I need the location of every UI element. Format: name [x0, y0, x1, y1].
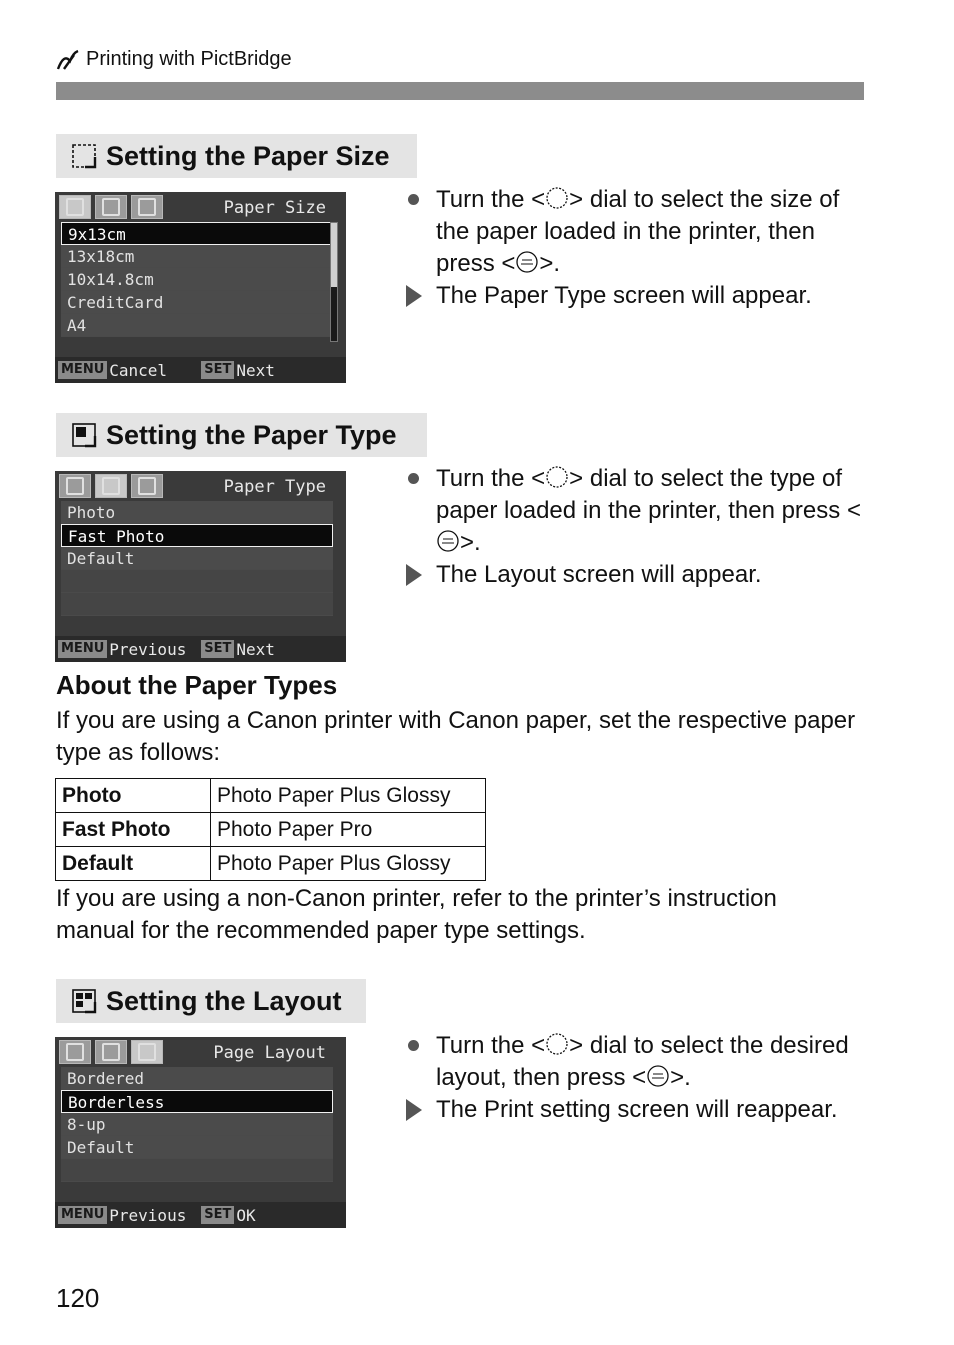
lcd-tab-paper-size — [59, 474, 91, 498]
step-bullet — [404, 184, 874, 280]
paper-size-icon — [70, 142, 100, 170]
step-text: > dial to select the type of paper loaded in the printer, then press < — [436, 465, 861, 524]
table-cell-type: Photo — [56, 779, 211, 813]
lcd-menu — [61, 1067, 333, 1182]
paper-type-icon — [70, 421, 100, 449]
lcd-title: Paper Size — [223, 198, 326, 218]
dial-icon — [545, 1032, 569, 1056]
step-text: >. — [460, 529, 481, 556]
paper-icon — [102, 477, 120, 495]
bullet-icon — [408, 194, 419, 205]
lcd-tabs — [59, 195, 163, 219]
paper-icon — [138, 477, 156, 495]
table-row — [56, 847, 486, 881]
lcd-menu-item[interactable]: CreditCard — [61, 291, 333, 314]
table-cell-paper: Photo Paper Plus Glossy — [211, 847, 486, 881]
section-title-text: Setting the Paper Type — [106, 419, 397, 450]
steps-paper-type — [404, 463, 874, 591]
set-button-tag: SET — [201, 1206, 234, 1224]
section-title-layout — [56, 979, 366, 1023]
lcd-menu-item — [61, 593, 333, 616]
paper-icon — [102, 1043, 120, 1061]
lcd-layout — [55, 1037, 346, 1228]
section-title-text: Setting the Paper Size — [106, 140, 390, 171]
step-text: The Print setting screen will reappear. — [436, 1096, 838, 1123]
layout-icon — [70, 987, 100, 1015]
lcd-menu-item[interactable]: Borderless — [61, 1090, 333, 1113]
paper-icon — [138, 198, 156, 216]
lcd-tabs — [59, 1040, 163, 1064]
result-arrow-icon — [406, 564, 422, 586]
step-text: Turn the < — [436, 186, 546, 213]
lcd-paper-size — [55, 192, 346, 383]
lcd-footer — [55, 357, 346, 383]
lcd-menu — [61, 222, 333, 337]
pictbridge-icon — [56, 49, 80, 71]
menu-button-tag: MENU — [58, 640, 107, 658]
result-arrow-icon — [406, 1099, 422, 1121]
step-result — [404, 559, 874, 591]
step-text: >. — [539, 250, 561, 277]
set-button-icon — [436, 529, 460, 553]
step-text: > dial to select the size of the paper loaded in the printer, then press < — [436, 186, 840, 277]
step-result — [404, 280, 874, 312]
paper-icon — [66, 1043, 84, 1061]
lcd-tab-layout — [131, 1040, 163, 1064]
dial-icon — [545, 465, 569, 489]
lcd-footer-left: Cancel — [109, 360, 168, 380]
step-bullet — [404, 1030, 874, 1094]
table-row — [56, 813, 486, 847]
lcd-menu-item[interactable]: Photo — [61, 501, 333, 524]
lcd-menu-item[interactable]: Default — [61, 1136, 333, 1159]
lcd-footer-left: Previous — [109, 639, 187, 659]
paper-icon — [138, 1043, 156, 1061]
step-text: Turn the < — [436, 1032, 546, 1059]
lcd-menu-item[interactable]: Bordered — [61, 1067, 333, 1090]
lcd-tab-paper-type — [95, 1040, 127, 1064]
menu-button-tag: MENU — [58, 361, 107, 379]
table-row — [56, 779, 486, 813]
table-cell-paper: Photo Paper Plus Glossy — [211, 779, 486, 813]
steps-paper-size — [404, 184, 874, 312]
lcd-footer-right: OK — [236, 1205, 256, 1225]
lcd-paper-type — [55, 471, 346, 662]
step-text: Turn the < — [436, 465, 546, 492]
step-text: > dial to select the desired layout, then press < — [436, 1032, 849, 1091]
lcd-footer-right: Next — [236, 639, 275, 659]
lcd-footer-right: Next — [236, 360, 275, 380]
lcd-footer — [55, 636, 346, 662]
lcd-tab-paper-type — [95, 195, 127, 219]
lcd-tabs — [59, 474, 163, 498]
lcd-tab-paper-size — [59, 1040, 91, 1064]
lcd-menu-item[interactable]: 8-up — [61, 1113, 333, 1136]
section-title-text: Setting the Layout — [106, 985, 342, 1016]
section-title-paper-size — [56, 134, 417, 178]
lcd-scrollbar-thumb — [331, 223, 337, 287]
lcd-menu-item[interactable]: 9x13cm — [61, 222, 333, 245]
set-button-tag: SET — [201, 361, 234, 379]
set-button-tag: SET — [201, 640, 234, 658]
header-bar — [56, 82, 864, 100]
bullet-icon — [408, 473, 419, 484]
lcd-menu-item — [61, 570, 333, 593]
lcd-tab-paper-type — [95, 474, 127, 498]
page-number: 120 — [56, 1283, 100, 1313]
lcd-menu-item[interactable]: A4 — [61, 314, 333, 337]
step-result — [404, 1094, 874, 1126]
lcd-menu-item[interactable]: Fast Photo — [61, 524, 333, 547]
section-title-paper-type — [56, 413, 427, 457]
lcd-menu-item — [61, 1159, 333, 1182]
lcd-title: Page Layout — [213, 1043, 326, 1063]
set-button-icon — [515, 250, 539, 274]
table-cell-paper: Photo Paper Pro — [211, 813, 486, 847]
paper-icon — [66, 477, 84, 495]
bullet-icon — [408, 1040, 419, 1051]
lcd-footer-left: Previous — [109, 1205, 187, 1225]
step-text: The Paper Type screen will appear. — [436, 282, 812, 309]
step-bullet — [404, 463, 874, 559]
table-cell-type: Default — [56, 847, 211, 881]
about-outro: If you are using a non-Canon printer, refer to the printer’s instruction manual for the recommended paper type settings. — [56, 885, 777, 944]
lcd-menu-item[interactable]: 13x18cm — [61, 245, 333, 268]
paper-types-table — [55, 778, 486, 881]
lcd-tab-layout — [131, 474, 163, 498]
lcd-tab-paper-size — [59, 195, 91, 219]
paper-icon — [102, 198, 120, 216]
running-header — [56, 48, 292, 71]
lcd-scrollbar — [330, 222, 338, 342]
steps-layout — [404, 1030, 874, 1126]
set-button-icon — [646, 1064, 670, 1088]
step-text: >. — [670, 1064, 691, 1091]
lcd-menu — [61, 501, 333, 616]
lcd-menu-item[interactable]: 10x14.8cm — [61, 268, 333, 291]
running-header-label: Printing with PictBridge — [86, 48, 292, 70]
lcd-title: Paper Type — [223, 477, 326, 497]
table-cell-type: Fast Photo — [56, 813, 211, 847]
menu-button-tag: MENU — [58, 1206, 107, 1224]
paper-icon — [66, 198, 84, 216]
about-intro: If you are using a Canon printer with Canon paper, set the respective paper type as follows: — [56, 707, 856, 766]
lcd-menu-item[interactable]: Default — [61, 547, 333, 570]
lcd-footer — [55, 1202, 346, 1228]
result-arrow-icon — [406, 285, 422, 307]
step-text: The Layout screen will appear. — [436, 561, 762, 588]
dial-icon — [545, 186, 569, 210]
lcd-tab-layout — [131, 195, 163, 219]
about-title: About the Paper Types — [56, 670, 338, 700]
